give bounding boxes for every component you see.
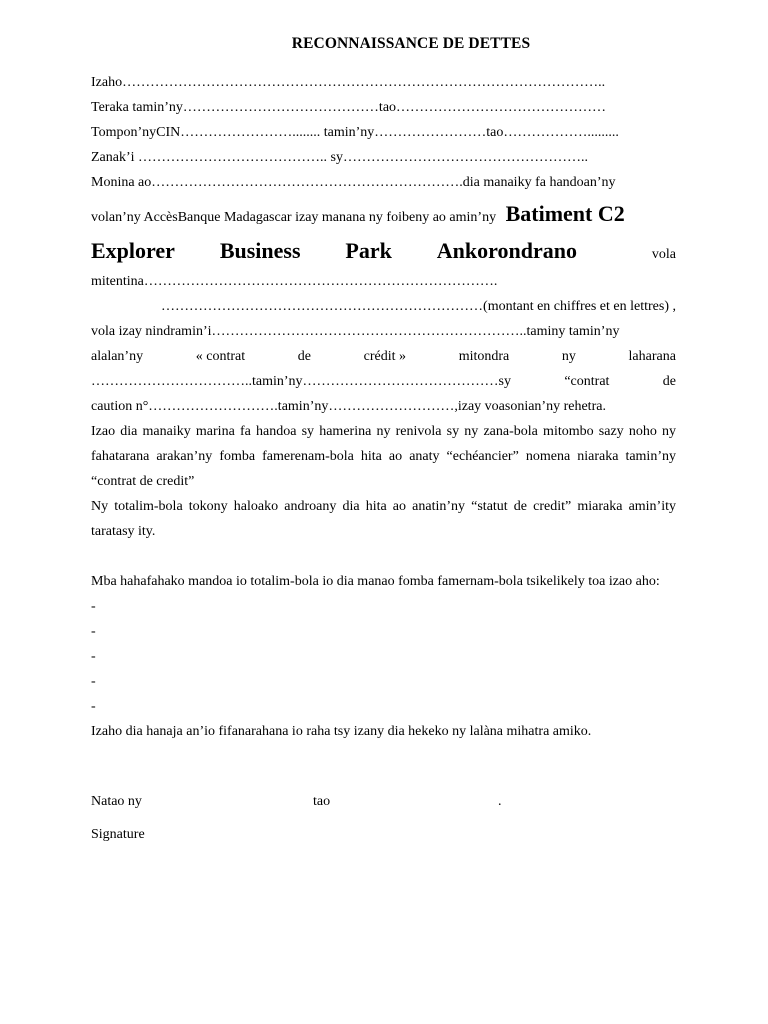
word: de xyxy=(662,374,676,389)
line-explorer xyxy=(91,232,676,269)
dash-item: - xyxy=(91,674,96,689)
word: ny xyxy=(561,349,576,364)
line-monina: Monina ao………………………………………………………….dia manaiky fa handoan’ny xyxy=(91,175,616,190)
document-title: RECONNAISSANCE DE DETTES xyxy=(291,35,531,52)
business-word: Business xyxy=(219,238,301,263)
spacer xyxy=(91,769,676,789)
dash-item: - xyxy=(91,699,96,714)
volan-text: volan’ny AccèsBanque Madagascar izay manana ny foibeny ao amin’ny xyxy=(91,210,497,225)
word: « contrat xyxy=(195,349,246,364)
word: “contrat xyxy=(564,374,610,389)
line-izaho: Izaho………………………………………………………………………………………….. xyxy=(91,75,606,90)
period-mark: . xyxy=(498,794,502,809)
document-page xyxy=(91,0,676,1024)
paragraph-manaiky: Izao dia manaiky marina fa handoa sy hamerina ny renivola sy ny zana-bola mitombo sazy noho ny fahatarana arakan’ny fomba famerenam-bola hita ao anaty “echéancier” nomena niaraka tamin’ny “contrat de credit” xyxy=(91,424,676,489)
line-montant: ……………………………………………………………(montant en chiffres et en lettres) , xyxy=(161,299,676,314)
spacer xyxy=(91,744,676,769)
word: laharana xyxy=(628,349,676,364)
paragraph-hanaja: Izaho dia hanaja an’io fifanarahana io raha tsy izany dia hekeko ny lalàna mihatra amiko. xyxy=(91,724,592,739)
line-volan xyxy=(91,195,676,232)
line-vola-izay: vola izay nindramin’i…………………………………………………………..taminy tamin’ny xyxy=(91,324,620,339)
line-caution: caution n°……………………….tamin’ny………………………,izay voasonian’ny rehetra. xyxy=(91,399,606,414)
line-teraka: Teraka tamin’ny……………………………………tao……………………………………… xyxy=(91,100,607,115)
line-tamin xyxy=(91,369,676,394)
vola-word: vola xyxy=(651,247,676,262)
ankorondrano-word: Ankorondrano xyxy=(436,238,577,263)
paragraph-hahafahako: Mba hahafahako mandoa io totalim-bola io dia manao fomba famernam-bola tsikelikely toa izao aho: xyxy=(91,574,660,589)
batiment-text: Batiment C2 xyxy=(505,201,625,226)
footer-natao-line xyxy=(91,789,676,814)
spacer xyxy=(91,814,676,822)
line-alalan xyxy=(91,344,676,369)
word: de xyxy=(297,349,311,364)
dash-item: - xyxy=(91,624,96,639)
line-mitentina: mitentina…………………………………………………………………. xyxy=(91,274,498,289)
document-body xyxy=(91,70,676,847)
explorer-word: Explorer xyxy=(91,238,175,263)
natao-label: Natao ny xyxy=(91,794,142,809)
line-tompon-cin: Tompon’nyCIN……………………........ tamin’ny……………………tao………………......... xyxy=(91,125,619,140)
tao-label: tao xyxy=(313,794,331,809)
park-word: Park xyxy=(345,238,392,263)
spacer xyxy=(91,544,676,569)
dash-item: - xyxy=(91,599,96,614)
word: mitondra xyxy=(458,349,510,364)
signature-label: Signature xyxy=(91,827,145,842)
line-zanak: Zanak’i ………………………………….. sy…………………………………………….. xyxy=(91,150,588,165)
dash-item: - xyxy=(91,649,96,664)
word: ……………………………..tamin’ny……………………………………sy xyxy=(91,374,511,389)
paragraph-totalim-bola: Ny totalim-bola tokony haloako androany dia hita ao anatin’ny “statut de credit” miaraka amin’ity taratasy ity. xyxy=(91,499,676,539)
word: crédit » xyxy=(363,349,407,364)
word: alalan’ny xyxy=(91,349,144,364)
